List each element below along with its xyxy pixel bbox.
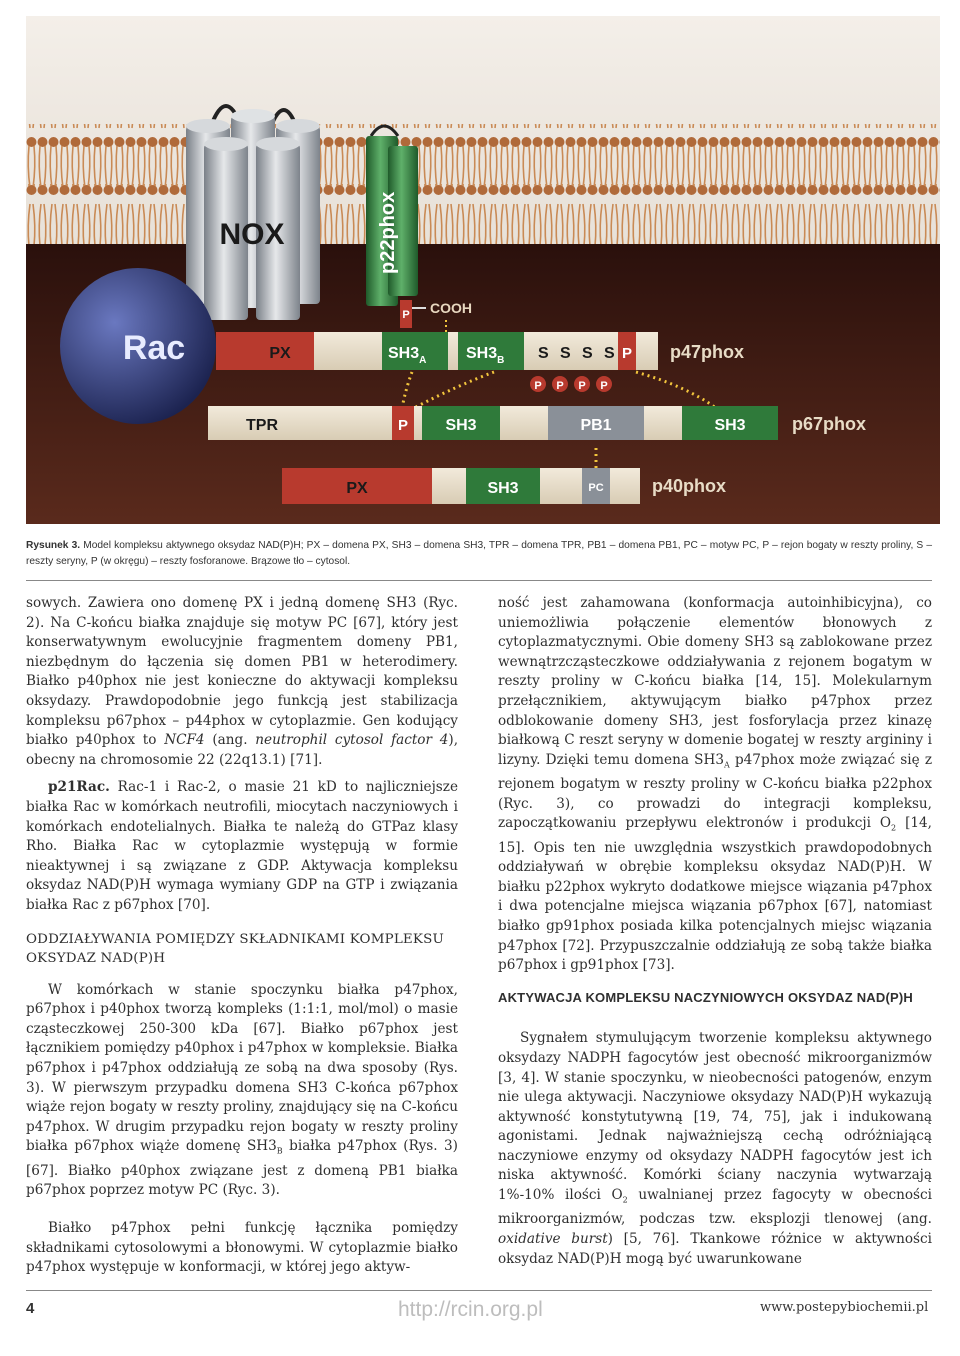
- right-p2-b: uwalnianej przez fagocyty w obecności mikroorganizmów, podczas tzw. eksplozji tlenowej (ang.: [498, 1187, 932, 1228]
- p67-proline-p: P: [397, 417, 409, 434]
- p47phox-label: p47phox: [670, 342, 745, 362]
- right-paragraph-1: [498, 594, 932, 976]
- nox-complex: [186, 106, 320, 320]
- p21rac-title: p21Rac.: [48, 779, 110, 796]
- right-p2-italic: oxidative burst: [498, 1230, 608, 1247]
- left-section-heading: ODDZIAŁYWANIA POMIĘDZY SKŁADNIKAMI KOMPLEKSU OKSYDAZ NAD(P)H: [26, 931, 444, 967]
- right-p1-a: ność jest zahamowana (konformacja autoinhibicyjna), co uniemożliwia połączenie elementów błonowych z cytoplazmatycznymi. Obie domeny SH3 są zablokowane przez wewnątrzcząsteczkowe oddziaływania z rejonem bogatym w reszty proliny w C-końcu białka [14, 15]. Molekularnym przełącznikiem, aktywującym białko p47phox przez odblokowanie domeny SH3, jest fosforylacja przez kinazę białkową C reszt seryny w domenie bogatej w reszty argininy i lizyny. Dzięki temu domena SH3: [498, 595, 932, 768]
- spacer: [26, 770, 458, 778]
- caption-rule: [26, 580, 932, 581]
- p47-serine-1: S: [538, 345, 549, 362]
- page-number: 4: [26, 1300, 35, 1317]
- p47-sh3a-sub: A: [419, 355, 427, 366]
- left-p1-gene: NCF4: [164, 732, 205, 749]
- left-p1-italic: neutrophil cytosol factor 4: [255, 732, 449, 749]
- p47-serine-4: S: [604, 345, 615, 362]
- phospho-4: P: [600, 380, 608, 392]
- p47-serine-2: S: [560, 345, 571, 362]
- right-p1-c: [14, 15]. Opis ten nie uwzględnia wszystkich prawdopodobnych oddziaływań w obrębie kompleksu oksydaz NAD(P)H. W białku p22phox wykryto dodatkowe miejsce wiązania p47phox i dwa potencjalne miejsca wiązania p67phox [67], natomiast białko gp91phox posiada kilka potencjalnych miejsc wiązania p47phox [72]. Przypuszczalnie oddziałują ze sobą także białka p67phox i gp91phox [73].: [498, 815, 932, 974]
- spacer: [26, 916, 458, 930]
- right-p1-b: p47phox może związać się z rejonem bogatym w reszty proliny w C-końcu białka p22phox (Ryc. 3), co prowadzi do integracji kompleksu, zapoczątkowaniu przepływu elektronów i produkcji O: [498, 751, 932, 832]
- left-p1-mid: (ang.: [204, 732, 256, 749]
- right-p1-sub2: 2: [891, 823, 897, 833]
- p67phox-label: p67phox: [792, 414, 867, 434]
- left-p1-end: ), obecny na chromosomie 22 (22q13.1) [71].: [26, 732, 459, 768]
- p22phox-label: p22phox: [377, 191, 399, 274]
- p40-px-label: PX: [346, 480, 368, 497]
- footer-rule: [26, 1290, 932, 1291]
- p67-pb1-label: PB1: [580, 417, 612, 434]
- p22-p-label: P: [402, 309, 410, 321]
- right-paragraph-2: [498, 1029, 932, 1269]
- p47-sh3b-label: SH3: [466, 345, 498, 362]
- rac-label: Rac: [122, 329, 186, 367]
- p67-tpr-label: TPR: [246, 417, 278, 434]
- p47-serine-3: S: [582, 345, 593, 362]
- phospho-1: P: [534, 380, 542, 392]
- left-column: [26, 594, 458, 1278]
- spacer: [26, 1201, 458, 1219]
- journal-url: www.postepybiochemii.pl: [760, 1300, 929, 1315]
- phospho-3: P: [578, 380, 586, 392]
- left-paragraph-1: [26, 594, 458, 770]
- left-p3-a: W komórkach w stanie spoczynku białka p47phox, p67phox i p40phox tworzą kompleks (1:1:1, mol/mol) o masie cząsteczkowej 250-300 kDa [67]. Białko p67phox jest łącznikiem pomiędzy p40phox i p47phox w kompleksie. Białka p67phox i p47phox oddziałują ze sobą na dwa sposoby (Rys. 3). W pierwszym przypadku domena SH3 C-końca p67phox wiąże rejon bogaty w reszty proliny, znajdujący się na C-końcu p47phox. W drugim przypadku rejon bogaty w reszty proliny białka p67phox wiąże domenę SH3: [26, 981, 458, 1155]
- right-p1-sub: A: [723, 760, 730, 770]
- right-section-heading: AKTYWACJA KOMPLEKSU NACZYNIOWYCH OKSYDAZ NAD(P)H: [498, 989, 914, 1005]
- spacer: [26, 969, 458, 981]
- figure-nadph-oxidase-model: [26, 16, 940, 524]
- p47-sh3a-label: SH3: [388, 345, 420, 362]
- left-paragraph-3: [26, 981, 458, 1201]
- cooh-label: COOH: [430, 300, 472, 316]
- p40-pc-label: PC: [588, 482, 604, 494]
- caption-label: Rysunek 3.: [26, 540, 81, 551]
- watermark-url: http://rcin.org.pl: [398, 1298, 543, 1321]
- p47-proline-p: P: [621, 345, 633, 362]
- p47-px-label: PX: [269, 345, 291, 362]
- p67-sh3-label: SH3: [445, 417, 477, 434]
- right-p2-c: ) [5, 76]. Tkankowe różnice w aktywności oksydaz NAD(P)H mogą być uwarunkowane: [498, 1230, 932, 1267]
- right-p2-sub: 2: [622, 1195, 628, 1205]
- caption-text: Model kompleksu aktywnego oksydaz NAD(P)H; PX – domena PX, SH3 – domena SH3, TPR – domena TPR, PB1 – domena PB1, PC – motyw PC, P – rejon bogaty w reszty proliny, S – reszty seryny, P (w okręgu) – reszty fosforanowe. Brązowe tło – cytosol.: [26, 540, 932, 567]
- right-p2-a: Sygnałem stymulującym tworzenie kompleksu aktywnego oksydazy NADPH fagocytów jest obecność mikroorganizmów [3, 4]. W stanie spoczynku, w nieobecności patogenów, enzym nie ulega aktywacji. Naczyniowe oksydazy NAD(P)H wykazują aktywność konstytutywną [19, 74, 75], jak i indukowaną agonistami. Jednak najważniejszą cechą odróżniającą naczyniowe enzymy od oksydazy NADPH fagocytów jest ich niska aktywność. Komórki ściany naczynia wytwarzają 1%-10% ilości O: [498, 1030, 932, 1204]
- left-p1-text: sowych. Zawiera ono domenę PX i jedną domenę SH3 (Ryc. 2). Na C-końcu białka znajduje się motyw PC [67], który jest konserwatywnym ewolucyjnie fragmentem domeny PB1, niezbędnym do łączenia się domen PB1 w heterodimery. Białko p40phox nie jest konieczne do aktywacji kompleksu oksydazy. Prawdopodobnie jego funkcją jest stabilizacja kompleksu p67phox – p44phox w cytoplazmie. Gen kodujący białko p40phox to: [26, 595, 458, 749]
- p67-sh3-c-label: SH3: [714, 417, 746, 434]
- left-paragraph-2: [26, 778, 458, 915]
- nox-label: NOX: [219, 218, 285, 251]
- left-p2-text: Rac-1 i Rac-2, o masie 21 kD to najliczniejsze białka Rac w komórkach neutrofili, miocytach naczyniowych i komórkach endotelialnych. Białka te należą do GTPaz klasy Rho. Białka Rac w cytoplazmie występują w formie nieaktywnej i są związane z GDP. Aktywacja kompleksu oksydaz NAD(P)H wymaga wymiany GDP na GTP i związania białka Rac z p67phox [70].: [26, 779, 458, 913]
- p67phox-bar: [208, 406, 866, 440]
- right-column: [498, 594, 932, 1269]
- p40phox-label: p40phox: [652, 476, 727, 496]
- left-p3-sub: B: [276, 1147, 283, 1157]
- left-paragraph-4: Białko p47phox pełni funkcję łącznika pomiędzy składnikami cytosolowymi a błonowymi. W cytoplazmie białko p47phox występuje w konformacji, w której jego aktyw-: [26, 1219, 458, 1276]
- spacer: [498, 1007, 932, 1029]
- figure-caption: [26, 538, 932, 570]
- spacer: [498, 976, 932, 988]
- p47-sh3b-sub: B: [497, 355, 505, 366]
- membrane-bilayer: [26, 124, 940, 248]
- left-p3-b: białka p47phox (Rys. 3) [67]. Białko p40phox związane jest z domeną PB1 białka p67phox poprzez motyw PC (Ryc. 3).: [26, 1138, 458, 1199]
- p40-sh3-label: SH3: [487, 480, 519, 497]
- phospho-2: P: [556, 380, 564, 392]
